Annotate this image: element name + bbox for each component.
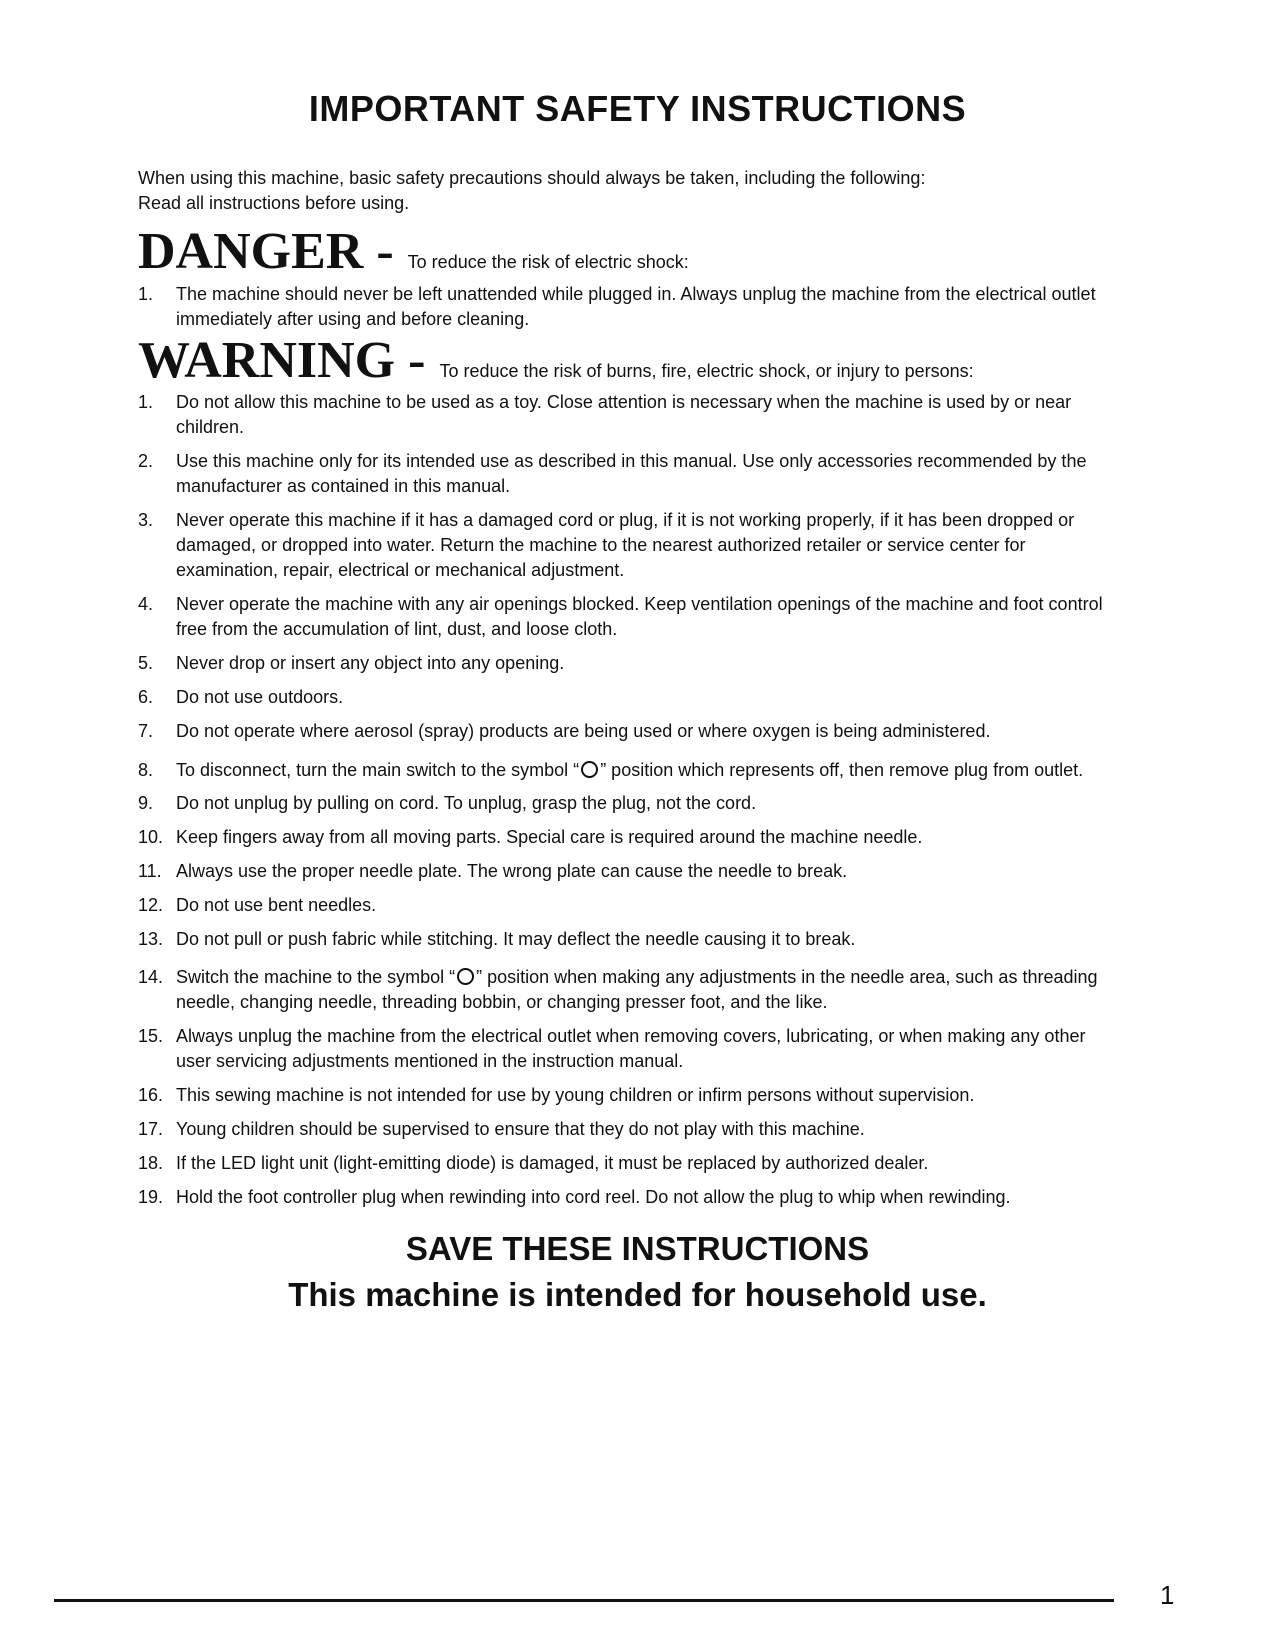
footer-rule	[54, 1599, 1114, 1602]
danger-word: DANGER -	[138, 223, 394, 280]
intro-line-2: Read all instructions before using.	[138, 193, 410, 213]
danger-heading	[138, 222, 689, 281]
item-number: 4.	[138, 594, 154, 614]
warning-item	[138, 758, 1108, 783]
warning-list	[138, 390, 1108, 1219]
warning-item	[138, 1185, 1108, 1210]
warning-word: WARNING -	[138, 332, 426, 389]
warning-item	[138, 927, 1108, 952]
warning-item	[138, 685, 1108, 710]
warning-item	[138, 592, 1108, 642]
warning-item	[138, 719, 1108, 744]
warning-item	[138, 859, 1108, 884]
item-number: 15.	[138, 1026, 164, 1046]
item-number: 17.	[138, 1119, 164, 1139]
warning-item	[138, 651, 1108, 676]
item-text: Do not operate where aerosol (spray) products are being used or where oxygen is being administered.	[176, 721, 991, 741]
danger-item	[138, 282, 1108, 332]
item-number: 19.	[138, 1187, 164, 1207]
warning-item	[138, 893, 1108, 918]
item-text: Do not pull or push fabric while stitching. It may deflect the needle causing it to break.	[176, 929, 856, 949]
item-text-after-symbol: ” position which represents off, then remove plug from outlet.	[600, 760, 1084, 780]
warning-item	[138, 1151, 1108, 1176]
item-number: 8.	[138, 760, 154, 780]
item-number: 13.	[138, 929, 164, 949]
item-text: This sewing machine is not intended for use by young children or infirm persons without supervision.	[176, 1085, 975, 1105]
household-use-notice: This machine is intended for household use.	[288, 1276, 987, 1313]
item-number: 3.	[138, 510, 154, 530]
warning-item	[138, 390, 1108, 440]
off-symbol-icon	[581, 761, 598, 778]
intro-line-1: When using this machine, basic safety precautions should always be taken, including the following:	[138, 168, 926, 188]
item-text-before-symbol: To disconnect, turn the main switch to the symbol “	[176, 760, 580, 780]
item-text: Never operate this machine if it has a damaged cord or plug, if it is not working properly, if it has been dropped or damaged, or dropped into water. Return the machine to the nearest authorized retailer or service center for examination, repair, electrical or mechanical adjustment.	[176, 510, 1075, 580]
item-number: 9.	[138, 793, 154, 813]
warning-item	[138, 1117, 1108, 1142]
item-number: 11.	[138, 861, 162, 881]
item-text: Never operate the machine with any air openings blocked. Keep ventilation openings of the machine and foot control free from the accumulation of lint, dust, and loose cloth.	[176, 594, 1103, 639]
item-text: Do not use bent needles.	[176, 895, 377, 915]
off-symbol-icon	[457, 968, 474, 985]
page-title: IMPORTANT SAFETY INSTRUCTIONS	[308, 88, 967, 129]
item-text-before-symbol: Switch the machine to the symbol “	[176, 967, 456, 987]
item-text: The machine should never be left unattended while plugged in. Always unplug the machine from the electrical outlet immediately after using and before cleaning.	[176, 284, 1096, 329]
item-number: 7.	[138, 721, 154, 741]
item-number: 10.	[138, 827, 164, 847]
item-text: Hold the foot controller plug when rewinding into cord reel. Do not allow the plug to whip when rewinding.	[176, 1187, 1011, 1207]
item-number: 1.	[138, 392, 154, 412]
item-text: Always use the proper needle plate. The wrong plate can cause the needle to break.	[176, 861, 848, 881]
danger-subtitle: To reduce the risk of electric shock:	[407, 252, 689, 272]
warning-item	[138, 449, 1108, 499]
item-text: Young children should be supervised to ensure that they do not play with this machine.	[176, 1119, 865, 1139]
item-number: 2.	[138, 451, 154, 471]
warning-item	[138, 1083, 1108, 1108]
warning-item	[138, 1024, 1108, 1074]
item-text-after-symbol: ” position when making any adjustments in the needle area, such as threading needle, changing needle, threading bobbin, or changing presser foot, and the like.	[176, 967, 1098, 1012]
item-text: Use this machine only for its intended use as described in this manual. Use only accessories recommended by the manufacturer as contained in this manual.	[176, 451, 1087, 496]
item-text: Never drop or insert any object into any opening.	[176, 653, 565, 673]
item-text: Do not allow this machine to be used as a toy. Close attention is necessary when the machine is used by or near children.	[176, 392, 1072, 437]
item-number: 6.	[138, 687, 154, 707]
warning-item	[138, 508, 1108, 583]
item-number: 1.	[138, 284, 154, 304]
item-number: 14.	[138, 967, 164, 987]
item-number: 18.	[138, 1153, 164, 1173]
warning-item	[138, 825, 1108, 850]
save-instructions-heading: SAVE THESE INSTRUCTIONS	[405, 1230, 870, 1267]
warning-item	[138, 965, 1108, 1015]
item-text: Do not use outdoors.	[176, 687, 344, 707]
warning-heading	[138, 331, 974, 390]
item-number: 16.	[138, 1085, 164, 1105]
item-text: If the LED light unit (light-emitting diode) is damaged, it must be replaced by authorized dealer.	[176, 1153, 929, 1173]
intro-text	[138, 166, 1138, 216]
item-number: 12.	[138, 895, 164, 915]
page-number: 1	[1160, 1580, 1175, 1610]
item-text: Do not unplug by pulling on cord. To unplug, grasp the plug, not the cord.	[176, 793, 757, 813]
warning-item	[138, 791, 1108, 816]
item-number: 5.	[138, 653, 154, 673]
item-text: Keep fingers away from all moving parts. Special care is required around the machine needle.	[176, 827, 923, 847]
item-text: Always unplug the machine from the electrical outlet when removing covers, lubricating, or when making any other user servicing adjustments mentioned in the instruction manual.	[176, 1026, 1086, 1071]
warning-subtitle: To reduce the risk of burns, fire, electric shock, or injury to persons:	[439, 361, 974, 381]
